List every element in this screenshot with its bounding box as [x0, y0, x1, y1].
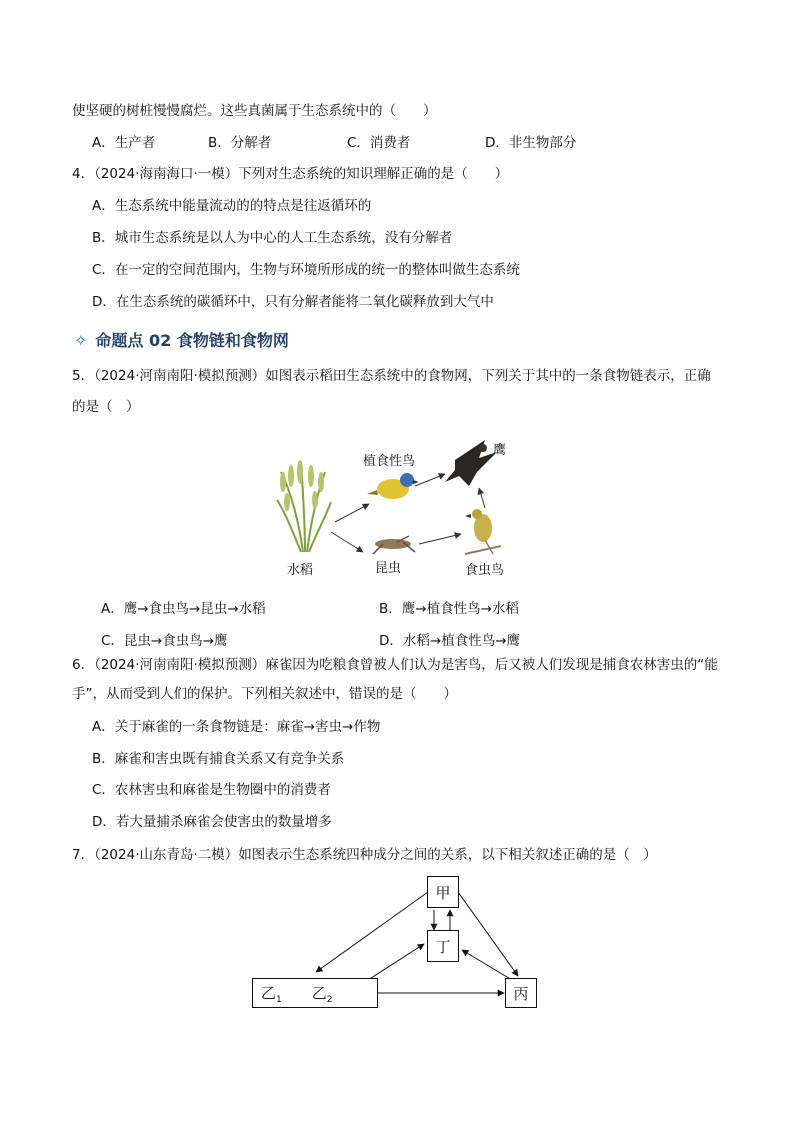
insect-icon	[373, 536, 415, 554]
q5-option-d[interactable]: D．水稻→植食性鸟→鹰	[379, 633, 521, 649]
q5-option-c[interactable]: C．昆虫→食虫鸟→鹰	[101, 633, 228, 649]
q5-stem-line1: 5．（2024·河南南阳·模拟预测）如图表示稻田生态系统中的食物网，下列关于其中的一条食物链表示，正确	[72, 368, 711, 384]
section-heading	[74, 328, 289, 351]
label-hawk: 鹰	[493, 443, 507, 458]
q3-stem: 使坚硬的树桩慢慢腐烂。这些真菌属于生态系统中的（ ）	[72, 103, 437, 119]
q3-option-d[interactable]: D．非生物部分	[485, 135, 577, 151]
q6-option-a[interactable]: A．关于麻雀的一条食物链是：麻雀→害虫→作物	[92, 719, 381, 735]
label-rice: 水稻	[287, 563, 314, 578]
q5-option-b[interactable]: B．鹰→植食性鸟→水稻	[379, 601, 519, 617]
q6-option-d[interactable]: D．若大量捕杀麻雀会使害虫的数量增多	[92, 814, 332, 830]
section-title: 命题点 02 食物链和食物网	[95, 331, 289, 350]
diamond-icon: ✧	[74, 331, 88, 350]
label-insectivore-bird: 食虫鸟	[465, 563, 505, 578]
node-yi2: 乙$_2$	[311, 983, 333, 1005]
q4-stem: 4．（2024·海南海口·一模）下列对生态系统的知识理解正确的是（ ）	[72, 166, 509, 182]
node-yi-chain	[252, 978, 378, 1008]
node-yi1: 乙$_1$	[261, 983, 282, 1005]
node-bing: 丙	[505, 978, 537, 1008]
insectivore-bird-icon	[465, 509, 501, 554]
q4-option-c[interactable]: C．在一定的空间范围内，生物与环境所形成的统一的整体叫做生态系统	[92, 262, 520, 278]
label-insect: 昆虫	[375, 561, 402, 576]
q7-stem: 7．（2024·山东青岛·二模）如图表示生态系统四种成分之间的关系，以下相关叙述正确的是（ ）	[72, 847, 657, 863]
label-herbivore-bird: 植食性鸟	[363, 454, 416, 469]
q6-option-c[interactable]: C．农林害虫和麻雀是生物圈中的消费者	[92, 782, 331, 798]
q4-option-d[interactable]: D．在生态系统的碳循环中，只有分解者能将二氧化碳释放到大气中	[92, 294, 494, 310]
hawk-icon	[445, 440, 497, 486]
rice-icon	[277, 460, 331, 552]
q4-option-a[interactable]: A．生态系统中能量流动的的特点是往返循环的	[92, 198, 372, 214]
q4-option-b[interactable]: B．城市生态系统是以人为中心的人工生态系统，没有分解者	[92, 230, 453, 246]
herbivore-bird-icon	[367, 473, 419, 499]
q5-stem-line2: 的是（ ）	[72, 399, 140, 415]
q3-option-c[interactable]: C．消费者	[347, 135, 411, 151]
node-jia: 甲	[427, 876, 459, 908]
q6-option-b[interactable]: B．麻雀和害虫既有捕食关系又有竞争关系	[92, 751, 345, 767]
q5-option-a[interactable]: A．鹰→食虫鸟→昆虫→水稻	[101, 601, 266, 617]
q6-stem-line2: 手”，从而受到人们的保护。下列相关叙述中，错误的是（ ）	[72, 686, 457, 702]
node-ding: 丁	[427, 930, 459, 962]
q6-stem-line1: 6．（2024·河南南阳·模拟预测）麻雀因为吃粮食曾被人们认为是害鸟，后又被人们发现是捕食农林害虫的“能	[72, 657, 718, 673]
q3-option-b[interactable]: B．分解者	[208, 135, 272, 151]
food-web-figure	[265, 432, 525, 582]
q3-option-a[interactable]: A．生产者	[92, 135, 156, 151]
